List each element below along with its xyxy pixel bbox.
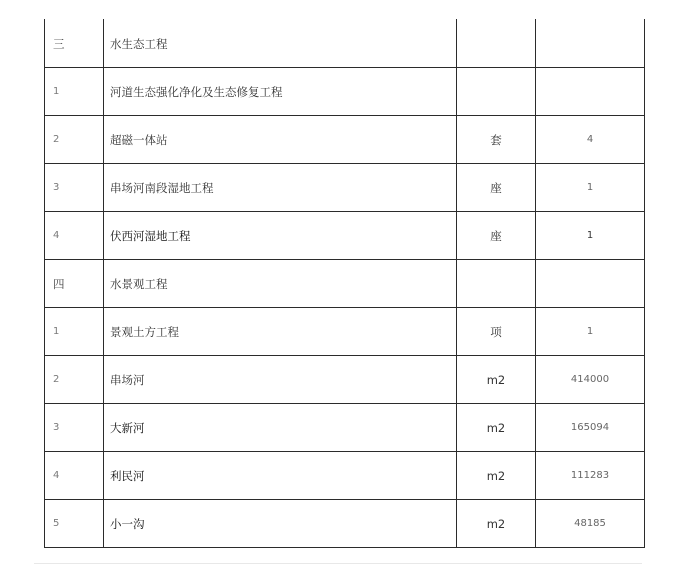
- unit-cell: m2: [457, 452, 536, 500]
- quantity-cell: 165094: [536, 404, 645, 452]
- table-row: [45, 20, 645, 68]
- row-number: 4: [45, 452, 104, 500]
- item-name: 景观土方工程: [104, 308, 457, 356]
- quantity-cell: [536, 20, 645, 68]
- table-row: [45, 452, 645, 500]
- unit-cell: 套: [457, 116, 536, 164]
- row-number: 四: [45, 260, 104, 308]
- row-number: 3: [45, 164, 104, 212]
- item-name: 水生态工程: [104, 20, 457, 68]
- unit-cell: [457, 20, 536, 68]
- item-name: 串场河南段湿地工程: [104, 164, 457, 212]
- page-divider: [34, 563, 642, 564]
- unit-cell: [457, 260, 536, 308]
- table-row: [45, 260, 645, 308]
- table-row: [45, 500, 645, 548]
- row-number: 三: [45, 20, 104, 68]
- unit-cell: 项: [457, 308, 536, 356]
- item-name: 水景观工程: [104, 260, 457, 308]
- unit-cell: [457, 68, 536, 116]
- row-number: 4: [45, 212, 104, 260]
- item-name: 小一沟: [104, 500, 457, 548]
- unit-cell: m2: [457, 500, 536, 548]
- quantity-cell: 1: [536, 164, 645, 212]
- item-name: 串场河: [104, 356, 457, 404]
- table-row: [45, 68, 645, 116]
- unit-cell: 座: [457, 212, 536, 260]
- item-name: 大新河: [104, 404, 457, 452]
- row-number: 1: [45, 308, 104, 356]
- item-name: 超磁一体站: [104, 116, 457, 164]
- table-row: [45, 164, 645, 212]
- unit-cell: 座: [457, 164, 536, 212]
- table-row: [45, 356, 645, 404]
- unit-cell: m2: [457, 404, 536, 452]
- quantity-cell: 48185: [536, 500, 645, 548]
- quantity-cell: 111283: [536, 452, 645, 500]
- row-number: 2: [45, 116, 104, 164]
- table-row: [45, 212, 645, 260]
- item-name: 河道生态强化净化及生态修复工程: [104, 68, 457, 116]
- project-quantity-table: [44, 19, 645, 548]
- quantity-cell: 1: [536, 308, 645, 356]
- row-number: 5: [45, 500, 104, 548]
- row-number: 1: [45, 68, 104, 116]
- unit-cell: m2: [457, 356, 536, 404]
- quantity-cell: [536, 260, 645, 308]
- table-row: [45, 404, 645, 452]
- item-name: 利民河: [104, 452, 457, 500]
- row-number: 3: [45, 404, 104, 452]
- quantity-cell: 4: [536, 116, 645, 164]
- table-row: [45, 116, 645, 164]
- row-number: 2: [45, 356, 104, 404]
- quantity-cell: 414000: [536, 356, 645, 404]
- quantity-cell: [536, 68, 645, 116]
- item-name: 伏西河湿地工程: [104, 212, 457, 260]
- quantity-cell: 1: [536, 212, 645, 260]
- table-row: [45, 308, 645, 356]
